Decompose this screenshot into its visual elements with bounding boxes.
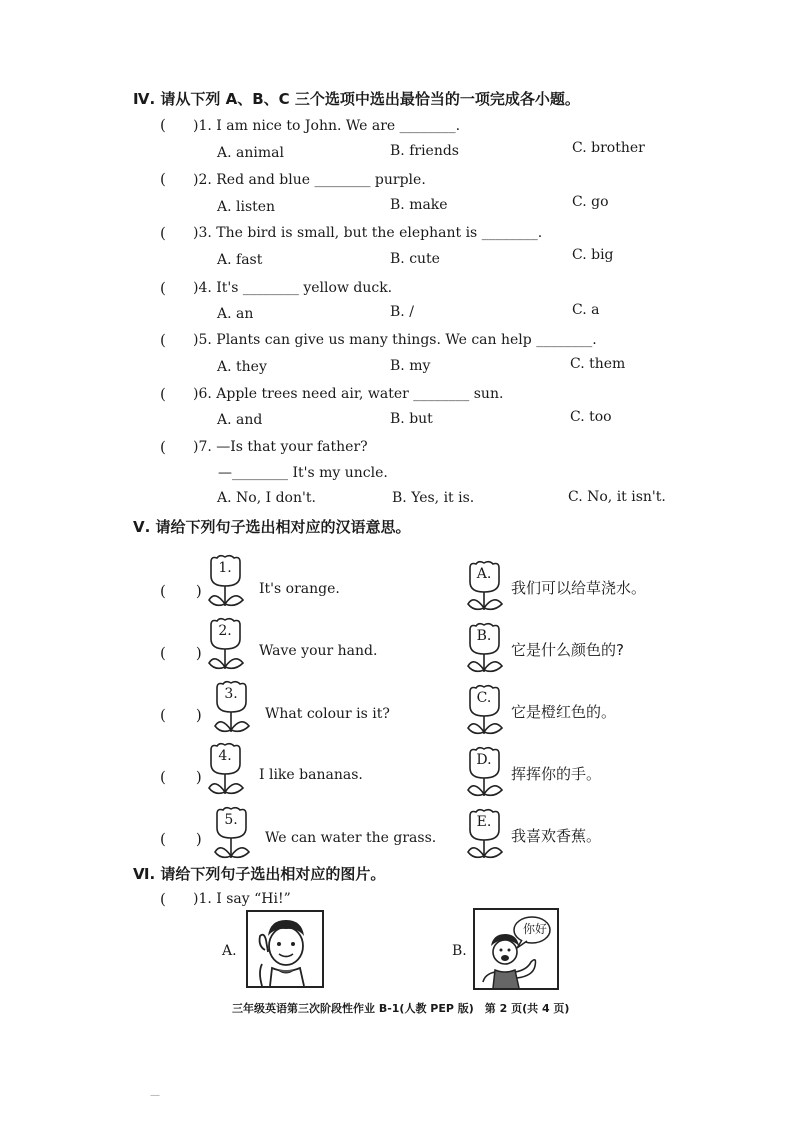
- answer-paren-q4: (: [160, 279, 166, 297]
- question-7-reply: —________ It's my uncle.: [218, 465, 388, 481]
- q1-option-b: B. friends: [390, 143, 459, 159]
- chinese-meaning-c: 它是橙红色的。: [511, 703, 617, 721]
- boy-waving-image: [246, 910, 324, 988]
- q2-option-c: C. go: [572, 194, 609, 210]
- flower-label: 3.: [224, 686, 238, 702]
- q4-option-b: B. /: [390, 304, 414, 320]
- english-sentence-1: It's orange.: [259, 581, 340, 597]
- chinese-meaning-b: 它是什么颜色的?: [511, 641, 624, 659]
- question-3-stem: )3. The bird is small, but the elephant is ________.: [193, 225, 543, 241]
- flower-label: B.: [476, 628, 492, 644]
- match-paren-5: ( ): [160, 830, 202, 848]
- answer-paren-q5: (: [160, 331, 166, 349]
- answer-paren-s6-q1: (: [160, 890, 166, 908]
- flower-label: 2.: [218, 623, 232, 639]
- answer-paren-q2: (: [160, 170, 166, 188]
- q3-option-b: B. cute: [390, 251, 440, 267]
- question-6-stem: )6. Apple trees need air, water ________ sun.: [193, 386, 504, 402]
- match-paren-4: ( ): [160, 768, 202, 786]
- q6-option-c: C. too: [570, 409, 612, 425]
- q7-option-b: B. Yes, it is.: [392, 490, 475, 506]
- flower-label: C.: [476, 690, 492, 706]
- flower-label: D.: [476, 752, 492, 768]
- picture-label-a: A.: [222, 943, 237, 959]
- picture-label-b: B.: [452, 943, 467, 959]
- match-paren-3: ( ): [160, 706, 202, 724]
- question-1-stem: )1. I am nice to John. We are ________.: [193, 118, 461, 134]
- answer-paren-q1: (: [160, 116, 166, 134]
- section-6-heading: Ⅵ. 请给下列句子选出相对应的图片。: [133, 865, 386, 883]
- q3-option-c: C. big: [572, 247, 614, 263]
- q7-option-a: A. No, I don't.: [217, 490, 316, 506]
- answer-paren-q6: (: [160, 385, 166, 403]
- section-6-question-1: )1. I say “Hi!”: [193, 891, 291, 907]
- flower-number-3: [213, 680, 265, 738]
- flower-label: A.: [476, 566, 492, 582]
- question-2-stem: )2. Red and blue ________ purple.: [193, 172, 426, 188]
- flower-label: 5.: [224, 812, 238, 828]
- english-sentence-2: Wave your hand.: [259, 643, 378, 659]
- english-sentence-4: I like bananas.: [259, 767, 363, 783]
- flower-number-5: [213, 806, 265, 864]
- q2-option-a: A. listen: [217, 199, 276, 215]
- flower-number-4: [207, 742, 259, 800]
- q1-option-c: C. brother: [572, 140, 645, 156]
- q1-option-a: A. animal: [217, 145, 284, 161]
- page-footer: 三年级英语第三次阶段性作业 B-1(人教 PEP 版) 第 2 页(共 4 页): [232, 1002, 570, 1015]
- q6-option-a: A. and: [217, 412, 263, 428]
- flower-number-2: [207, 617, 259, 675]
- chinese-meaning-a: 我们可以给草浇水。: [511, 579, 647, 597]
- match-paren-2: ( ): [160, 644, 202, 662]
- section-4-heading: Ⅳ. 请从下列 A、B、C 三个选项中选出最恰当的一项完成各小题。: [133, 90, 580, 108]
- english-sentence-3: What colour is it?: [265, 706, 390, 722]
- q2-option-b: B. make: [390, 197, 448, 213]
- answer-paren-q7: (: [160, 438, 166, 456]
- flower-number-1: [207, 554, 259, 612]
- flower-label: 4.: [218, 748, 232, 764]
- match-paren-1: ( ): [160, 582, 202, 600]
- q5-option-b: B. my: [390, 358, 431, 374]
- q4-option-a: A. an: [217, 306, 254, 322]
- boy-saying-hello-image: [473, 908, 559, 990]
- q3-option-a: A. fast: [217, 252, 263, 268]
- question-7-stem: )7. —Is that your father?: [193, 439, 368, 455]
- scan-mark: —: [150, 1090, 160, 1101]
- question-4-stem: )4. It's ________ yellow duck.: [193, 280, 393, 296]
- q5-option-c: C. them: [570, 356, 626, 372]
- english-sentence-5: We can water the grass.: [265, 830, 437, 846]
- q5-option-a: A. they: [217, 359, 267, 375]
- question-5-stem: )5. Plants can give us many things. We can help ________.: [193, 332, 597, 348]
- q7-option-c: C. No, it isn't.: [568, 489, 666, 505]
- chinese-meaning-d: 挥挥你的手。: [511, 765, 602, 783]
- flower-label: E.: [476, 814, 492, 830]
- flower-label: 1.: [218, 560, 232, 576]
- chinese-meaning-e: 我喜欢香蕉。: [511, 827, 602, 845]
- section-5-heading: Ⅴ. 请给下列句子选出相对应的汉语意思。: [133, 518, 411, 536]
- answer-paren-q3: (: [160, 224, 166, 242]
- q4-option-c: C. a: [572, 302, 600, 318]
- q6-option-b: B. but: [390, 411, 433, 427]
- speech-bubble-text: 你好: [523, 922, 548, 936]
